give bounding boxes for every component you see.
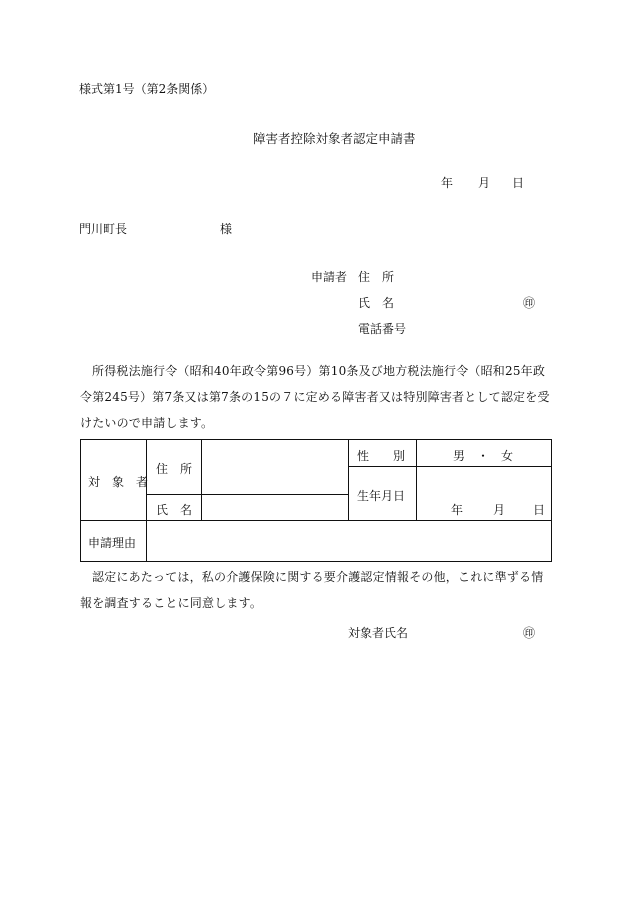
applicant-label: 申請者 [311,270,348,284]
signature-label: 対象者氏名 [348,626,409,640]
birth-month-label: 月 [493,503,506,517]
birth-day-label: 日 [533,503,546,517]
reason-label: 申請理由 [88,536,137,550]
date-year-label: 年 [441,176,454,190]
birth-year-label: 年 [451,503,464,517]
addressee-name: 門川町長 [79,222,128,236]
date-month-label: 月 [478,176,491,190]
subject-address-field[interactable] [203,441,347,493]
subject-name-label: 氏 名 [156,503,193,517]
gender-options[interactable]: 男 ・ 女 [453,449,514,463]
signature-seal-mark: ㊞ [523,626,536,640]
birthdate-label: 生年月日 [357,489,406,503]
form-number: 様式第1号（第2条関係） [79,82,215,96]
subject-name-field[interactable] [203,496,347,519]
subject-label: 対 象 者 [88,475,149,489]
applicant-address-label: 住 所 [358,270,395,284]
date-day-label: 日 [512,176,525,190]
subject-address-label: 住 所 [156,462,193,476]
page-title: 障害者控除対象者認定申請書 [253,131,416,146]
addressee-honorific: 様 [220,222,233,236]
consent-statement: 認定にあたっては，私の介護保険に関する要介護認定情報その他，これに準ずる情報を調査することに同意します。 [80,570,544,610]
applicant-phone-label: 電話番号 [358,322,407,336]
application-statement: 所得税法施行令（昭和40年政令第96号）第10条及び地方税法施行令（昭和25年政令第245号）第7条又は第7条の15の７に定める障害者又は特別障害者として認定を受けたいので申請します。 [80,364,550,430]
gender-label: 性 別 [357,449,406,463]
applicant-name-label: 氏 名 [358,296,395,310]
applicant-seal-mark: ㊞ [523,296,536,310]
reason-field[interactable] [148,522,550,560]
